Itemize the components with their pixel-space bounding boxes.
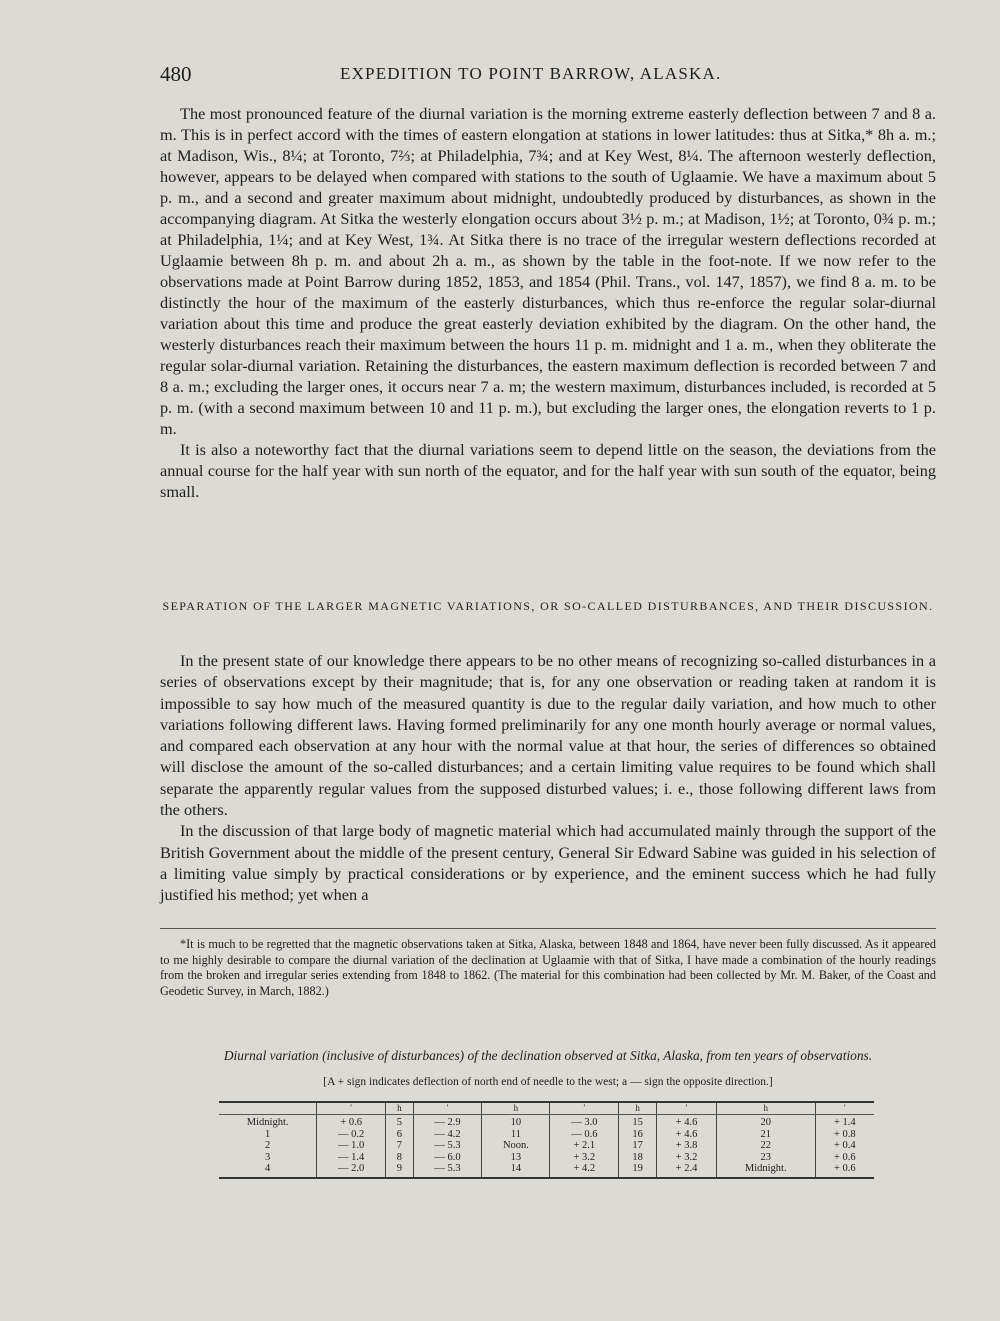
table-cell: Midnight. — [744, 1163, 787, 1175]
value-column — [550, 1115, 619, 1178]
table-cell: + 0.6 — [833, 1163, 856, 1175]
table-cell: — 1.4 — [338, 1151, 365, 1163]
table-cell: — 3.0 — [571, 1117, 598, 1128]
table-cell: 1 — [265, 1128, 271, 1140]
paragraph: In the present state of our knowledge there appears to be no other means of recognizing so-called disturbances in a series of observations except by their magnitude; that is, for any one observation or reading taken at random it is impossible to say how much of the measured quantity is due to the regular daily variation, and how much to other variations following different laws. Having formed preliminarily for any one month hourly average or normal values, and compared each observation at any hour with the normal value at that hour, the series of differences so obtained will disclose the amount of the so-called disturbances; and a certain limiting value requires to be found which shall separate the apparently regular values from the supposed disturbed values; i. e., those following different laws from the others. — [160, 651, 936, 820]
hour-column — [219, 1115, 317, 1178]
body-text-bottom — [160, 650, 936, 906]
footnote-text: *It is much to be regretted that the magnetic observations taken at Sitka, Alaska, between 1848 and 1864, have never been fully discussed. As it appeared to me highly desirable to compare the diurnal variation of the declination at Uglaamie with that of Sitka, I have made a combination of the hourly readings from the broken and irregular series extending from 1848 to 1862. (The material for this combination had been collected by Mr. M. Baker, of the Coast and Geodetic Survey, in March, 1882.) — [160, 937, 936, 998]
hour-column — [716, 1115, 815, 1178]
table-cell: 15 — [632, 1117, 643, 1128]
table-cell: + 0.6 — [833, 1151, 856, 1163]
running-title: EXPEDITION TO POINT BARROW, ALASKA. — [340, 64, 722, 83]
table-cell: + 1.4 — [833, 1117, 856, 1128]
diurnal-variation-table — [219, 1101, 874, 1179]
unit-cell: ′ — [815, 1102, 874, 1115]
table-cell: — 6.0 — [434, 1151, 461, 1163]
unit-cell: ′ — [550, 1102, 619, 1115]
table-units-row — [219, 1102, 874, 1115]
unit-cell: h — [385, 1102, 413, 1115]
table-cell: + 2.4 — [675, 1163, 698, 1175]
value-column — [815, 1115, 874, 1178]
table-cell: + 4.2 — [573, 1163, 596, 1175]
table-cell: + 0.4 — [833, 1140, 856, 1152]
table-cell: — 2.9 — [434, 1117, 461, 1128]
table-cell: 20 — [760, 1117, 771, 1128]
paragraph: It is also a noteworthy fact that the diurnal variations seem to depend little on the season, the deviations from the annual course for the half year with sun north of the equator, and for the half year with sun south of the equator, being small. — [160, 440, 936, 501]
table-cell: + 2.1 — [573, 1140, 596, 1152]
table-cell: Noon. — [502, 1140, 529, 1152]
page-number: 480 — [160, 62, 192, 86]
table-cell: + 0.6 — [340, 1117, 362, 1128]
value-column — [317, 1115, 386, 1178]
table-cell: 21 — [760, 1128, 771, 1140]
table-cell: + 4.6 — [675, 1117, 698, 1128]
unit-cell: h — [482, 1102, 550, 1115]
table-cell: 6 — [396, 1128, 402, 1140]
table-cell: — 2.0 — [338, 1163, 365, 1175]
table-cell: + 0.8 — [833, 1128, 856, 1140]
value-column — [657, 1115, 717, 1178]
table-cell: + 3.2 — [573, 1151, 596, 1163]
table-cell: — 4.2 — [434, 1128, 461, 1140]
table-cell: 19 — [632, 1163, 643, 1175]
body-text-top — [160, 103, 936, 502]
table-cell: 13 — [510, 1151, 522, 1163]
table-cell: — 5.3 — [434, 1140, 461, 1152]
table-cell: 17 — [632, 1140, 643, 1152]
unit-cell: h — [716, 1102, 815, 1115]
table-cell: 5 — [396, 1117, 402, 1128]
table-cell: 14 — [510, 1163, 522, 1175]
paragraph: The most pronounced feature of the diurnal variation is the morning extreme easterly deflection between 7 and 8 a. m. This is in perfect accord with the times of eastern elongation at stations in lower latitudes: thus at Sitka,* 8h a. m.; at Madison, Wis., 8¼; at Toronto, 7⅔; at Philadelphia, 7¾; and at Key West, 8¼. The afternoon westerly deflection, however, appears to be delayed when compared with stations to the south of Uglaamie. We have a maximum about 5 p. m., and a second and greater maximum about midnight, undoubtedly produced by disturbances, as shown in the accompanying diagram. At Sitka the westerly elongation occurs about 3½ p. m.; at Madison, 1½; at Toronto, 0¾ p. m.; at Philadelphia, 1¼; and at Key West, 1¾. At Sitka there is no trace of the irregular western deflections recorded at Uglaamie between 8h p. m. and about 2h a. m., as shown by the table in the foot-note. If we now refer to the observations made at Point Barrow during 1852, 1853, and 1854 (Phil. Trans., vol. 147, 1857), we find 8 a. m. to be distinctly the hour of the maximum of the easterly disturbances, which thus re-enforce the regular solar-diurnal variation about this time and produce the great easterly deviation exhibited by the diagram. On the other hand, the westerly disturbances reach their maximum between the hours 11 p. m. midnight and 1 a. m., when they obliterate the regular solar-diurnal variation. Retaining the disturbances, the eastern maximum deflection is recorded between 7 and 8 a. m.; excluding the larger ones, it occurs near 7 a. m; the western maximum, disturbances included, is recorded at 5 p. m. (with a second maximum between 10 and 11 p. m.), but excluding the larger ones, the elongation reverts to 1 p. m. — [160, 104, 936, 438]
footnote — [160, 937, 936, 999]
unit-cell: h — [619, 1102, 657, 1115]
footnote-divider — [160, 928, 936, 929]
table-cell: 11 — [510, 1128, 521, 1140]
table-cell: + 3.8 — [675, 1140, 698, 1152]
table-caption: Diurnal variation (inclusive of disturbances) of the declination observed at Sitka, Alaska, from ten years of observations. — [223, 1048, 873, 1063]
table-note: [A + sign indicates deflection of north end of needle to the west; a — sign the opposite direction.] — [323, 1076, 773, 1088]
table-cell: 9 — [396, 1163, 402, 1175]
table-cell: 3 — [265, 1151, 271, 1163]
table-cell: — 5.3 — [434, 1163, 461, 1175]
unit-cell: ′ — [317, 1102, 386, 1115]
table-cell: + 3.2 — [675, 1151, 698, 1163]
table-cell: — 1.0 — [338, 1140, 365, 1152]
unit-cell: ′ — [657, 1102, 717, 1115]
unit-cell: ′ — [413, 1102, 482, 1115]
table-cell: 2 — [265, 1140, 271, 1152]
section-heading: SEPARATION OF THE LARGER MAGNETIC VARIATIONS, OR SO-CALLED DISTURBANCES, AND THEIR DISCUSSION. — [162, 599, 934, 613]
table-cell: 4 — [265, 1163, 271, 1175]
table-cell: 16 — [632, 1128, 643, 1140]
hour-column — [619, 1115, 657, 1178]
unit-cell — [219, 1102, 317, 1115]
table-cell: 10 — [510, 1117, 522, 1128]
table-cell: Midnight. — [246, 1117, 289, 1128]
hour-column — [482, 1115, 550, 1178]
table-cell: 23 — [760, 1151, 771, 1163]
page-header — [160, 62, 940, 90]
table-data-row — [219, 1115, 874, 1178]
table-cell: — 0.6 — [571, 1128, 598, 1140]
hour-column — [385, 1115, 413, 1178]
table-cell: 8 — [396, 1151, 402, 1163]
value-column — [413, 1115, 482, 1178]
table-cell: — 0.2 — [338, 1128, 365, 1140]
table-cell: 7 — [396, 1140, 402, 1152]
table-cell: 18 — [632, 1151, 643, 1163]
table-cell: 22 — [760, 1140, 771, 1152]
table-cell: + 4.6 — [675, 1128, 698, 1140]
paragraph: In the discussion of that large body of magnetic material which had accumulated mainly through the support of the British Government about the middle of the present century, General Sir Edward Sabine was guided in his selection of a limiting value simply by practical considerations or by experience, and the eminent success which he had fully justified his method; yet when a — [160, 821, 936, 905]
